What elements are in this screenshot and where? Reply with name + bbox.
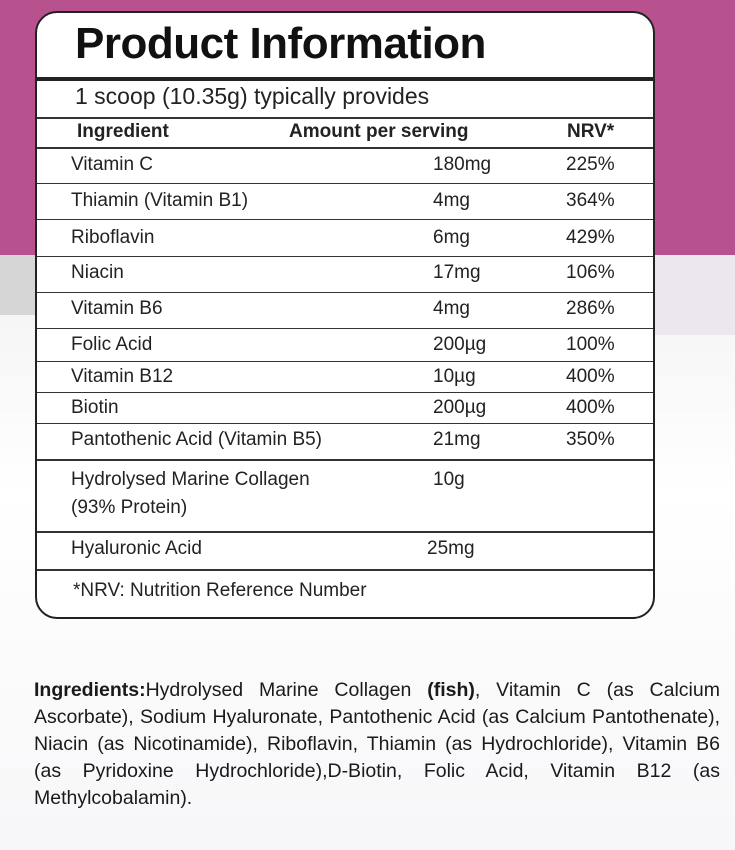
ingredient-name-line2: (93% Protein): [71, 497, 188, 518]
header-ingredient: Ingredient: [77, 121, 169, 142]
nrv-value: 400%: [566, 397, 615, 418]
row-divider: [37, 531, 653, 533]
nrv-value: 429%: [566, 227, 615, 248]
amount-value: 10g: [433, 469, 465, 490]
row-divider: [37, 292, 653, 293]
header-amount: Amount per serving: [289, 121, 469, 142]
row-divider: [37, 328, 653, 329]
amount-value: 180mg: [433, 154, 492, 175]
ingredient-name: Folic Acid: [71, 334, 153, 355]
ingredient-name: Vitamin C: [71, 154, 154, 175]
nrv-value: 400%: [566, 366, 615, 387]
row-divider: [37, 361, 653, 362]
panel-title: Product Information: [75, 19, 486, 68]
amount-value: 17mg: [433, 262, 481, 283]
ingredient-name: Vitamin B6: [71, 298, 163, 319]
amount-value: 4mg: [433, 190, 470, 211]
ingredient-name: Thiamin (Vitamin B1): [71, 190, 249, 211]
nrv-value: 225%: [566, 154, 615, 175]
ingredient-name: Hydrolysed Marine Collagen: [71, 469, 310, 490]
ingredient-name: Niacin: [71, 262, 124, 283]
ingredient-name: Biotin: [71, 397, 119, 418]
background-gray-strip: [0, 255, 40, 315]
row-divider: [37, 256, 653, 257]
nrv-value: 350%: [566, 429, 615, 450]
header-bottom-rule: [37, 147, 653, 149]
amount-value: 6mg: [433, 227, 470, 248]
row-divider: [37, 459, 653, 461]
row-divider: [37, 423, 653, 424]
row-divider: [37, 392, 653, 393]
ingredients-text-rest: , Vitamin C (as Calcium Ascorbate), Sodium Hyaluronate, Pantothenic Acid (as Calcium Pantothenate), Niacin (as Nicotinamide), Riboflavin, Thiamin (as Hydrochloride), Vitamin B6 (as Pyridoxine Hydrochloride),D-Biotin, Folic Acid, Vitamin B12 (as Methylcobalamin).: [34, 679, 720, 809]
row-divider: [37, 183, 653, 184]
amount-value: 200µg: [433, 334, 487, 355]
ingredients-label: Ingredients:: [34, 679, 146, 701]
amount-value: 10µg: [433, 366, 476, 387]
header-nrv: NRV*: [567, 121, 615, 142]
nrv-value: 286%: [566, 298, 615, 319]
ingredient-name: Riboflavin: [71, 227, 155, 248]
ingredient-name: Hyaluronic Acid: [71, 538, 202, 559]
ingredients-statement: [34, 677, 720, 812]
nrv-value: 100%: [566, 334, 615, 355]
amount-value: 4mg: [433, 298, 470, 319]
nrv-footnote: *NRV: Nutrition Reference Number: [73, 580, 367, 601]
allergen-highlight: (fish): [427, 679, 475, 701]
nrv-value: 106%: [566, 262, 615, 283]
ingredient-name: Pantothenic Acid (Vitamin B5): [71, 429, 323, 450]
amount-value: 21mg: [433, 429, 481, 450]
title-rule: [37, 77, 653, 81]
product-information-panel: [35, 11, 655, 619]
row-divider: [37, 219, 653, 220]
header-rule: [37, 117, 653, 119]
amount-value: 25mg: [427, 538, 475, 559]
row-divider: [37, 569, 653, 571]
ingredient-name: Vitamin B12: [71, 366, 174, 387]
nrv-value: 364%: [566, 190, 615, 211]
amount-value: 200µg: [433, 397, 487, 418]
serving-size: 1 scoop (10.35g) typically provides: [75, 83, 430, 109]
ingredients-text-start: Hydrolysed Marine Collagen: [145, 679, 428, 701]
